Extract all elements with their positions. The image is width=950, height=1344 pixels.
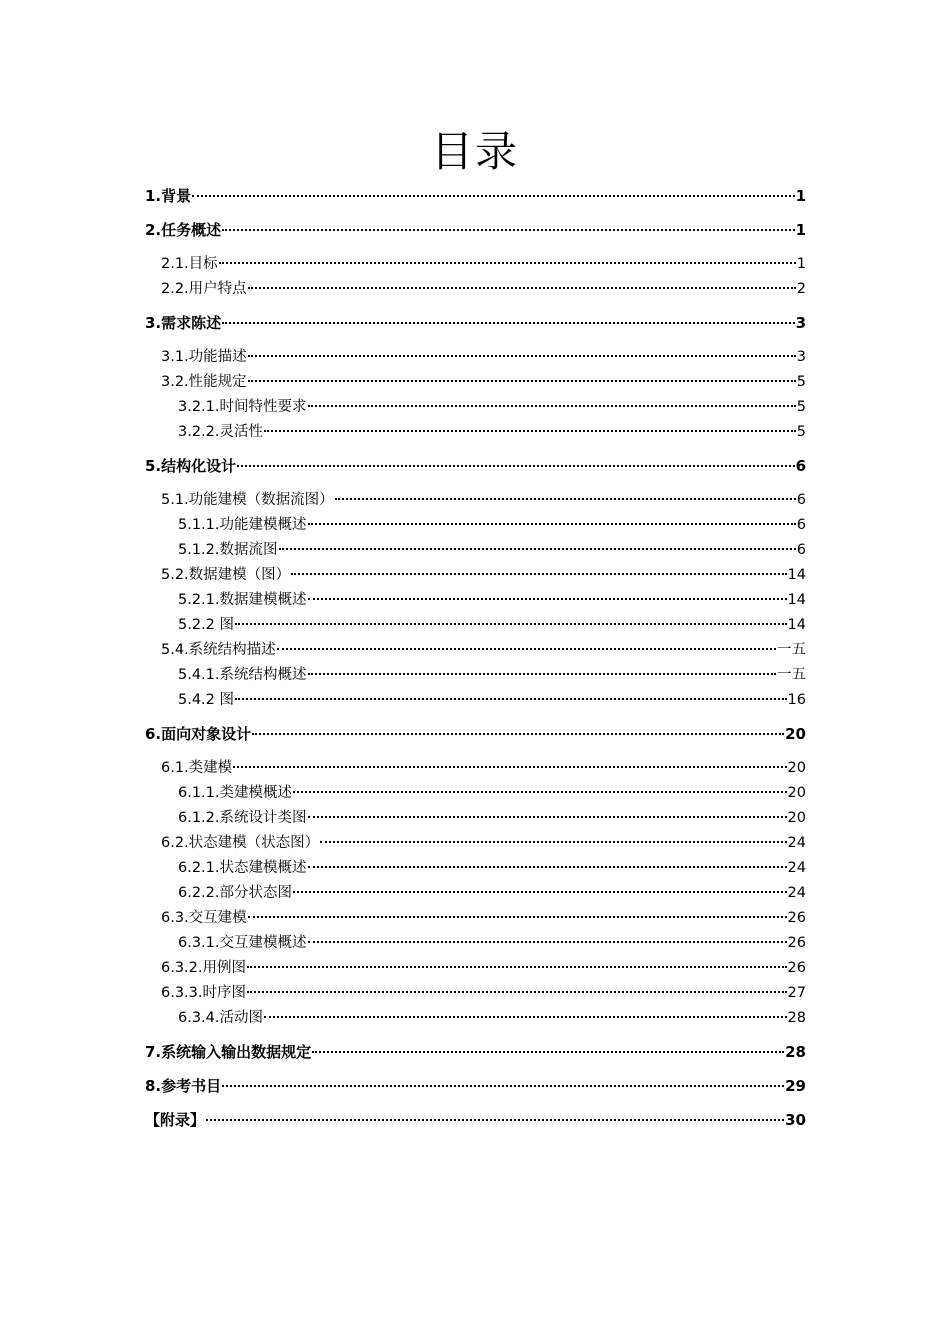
- toc-entry[interactable]: [145, 370, 806, 395]
- toc-entry[interactable]: [145, 688, 806, 713]
- toc-page-number: 24: [787, 885, 806, 901]
- toc-entry-label: 6.3.4.活动图: [178, 1010, 264, 1026]
- toc-entry-label: 2.1.目标: [161, 256, 218, 272]
- toc-page-number: 2: [796, 281, 806, 297]
- toc-entry-label: 6.2.2.部分状态图: [178, 885, 293, 901]
- dot-leader: [291, 573, 786, 575]
- toc-page-number: 27: [787, 985, 806, 1001]
- toc-entry[interactable]: [145, 756, 806, 781]
- dot-leader: [206, 1119, 784, 1121]
- dot-leader: [248, 916, 787, 918]
- toc-entry[interactable]: [145, 252, 806, 277]
- toc-entry[interactable]: [145, 856, 806, 881]
- toc-entry[interactable]: [145, 454, 806, 479]
- toc-entry-label: 5.4.2 图: [178, 692, 235, 708]
- toc-page-number: 3: [796, 349, 806, 365]
- toc-page-number: 1: [795, 221, 806, 239]
- dot-leader: [248, 355, 796, 357]
- toc-entry-label: 【附录】: [145, 1111, 206, 1129]
- toc-entry[interactable]: [145, 1040, 806, 1065]
- toc-entry-label: 6.1.1.类建模概述: [178, 785, 293, 801]
- toc-entry-label: 6.3.2.用例图: [161, 960, 247, 976]
- toc-entry[interactable]: [145, 311, 806, 336]
- toc-entry[interactable]: [145, 218, 806, 243]
- dot-leader: [222, 322, 794, 324]
- toc-entry-label: 5.结构化设计: [145, 457, 237, 475]
- toc-entry-label: 3.2.2.灵活性: [178, 424, 264, 440]
- dot-leader: [252, 733, 784, 735]
- toc-entry[interactable]: [145, 488, 806, 513]
- toc-entry[interactable]: [145, 563, 806, 588]
- toc-entry-label: 3.2.性能规定: [161, 374, 247, 390]
- toc-entry-label: 6.3.交互建模: [161, 910, 247, 926]
- toc-entry[interactable]: [145, 345, 806, 370]
- toc-page-number: 1: [795, 187, 806, 205]
- dot-leader: [247, 991, 787, 993]
- toc-entry[interactable]: [145, 981, 806, 1006]
- toc-page-number: 6: [796, 492, 806, 508]
- toc-entry[interactable]: [145, 1074, 806, 1099]
- toc-entry[interactable]: [145, 806, 806, 831]
- toc-entry-label: 5.1.2.数据流图: [178, 542, 278, 558]
- toc-entry[interactable]: [145, 931, 806, 956]
- toc-entry[interactable]: [145, 663, 806, 688]
- toc-page-number: 14: [787, 617, 806, 633]
- toc-entry-label: 1.背景: [145, 187, 192, 205]
- toc-entry-label: 5.2.2 图: [178, 617, 235, 633]
- dot-leader: [308, 866, 787, 868]
- toc-page-number: 26: [787, 910, 806, 926]
- dot-leader: [248, 380, 796, 382]
- toc-entry-label: 6.2.状态建模（状态图）: [161, 835, 320, 851]
- toc-entry-label: 8.参考书目: [145, 1077, 222, 1095]
- toc-entry[interactable]: [145, 588, 806, 613]
- toc-entry-label: 2.2.用户特点: [161, 281, 247, 297]
- toc-entry-label: 5.1.1.功能建模概述: [178, 517, 307, 533]
- toc-entry[interactable]: [145, 722, 806, 747]
- toc-entry-label: 6.1.2.系统设计类图: [178, 810, 307, 826]
- toc-entry[interactable]: [145, 277, 806, 302]
- dot-leader: [335, 498, 796, 500]
- toc-entry[interactable]: [145, 781, 806, 806]
- toc-page-number: 20: [785, 725, 806, 743]
- dot-leader: [222, 1085, 784, 1087]
- toc-entry[interactable]: [145, 638, 806, 663]
- toc-entry-label: 6.面向对象设计: [145, 725, 252, 743]
- toc-page-number: 20: [787, 760, 806, 776]
- toc-entry-label: 3.1.功能描述: [161, 349, 247, 365]
- toc-page-number: 一五: [777, 642, 806, 658]
- toc-page-number: 5: [796, 424, 806, 440]
- toc-page-number: 28: [785, 1043, 806, 1061]
- toc-entry-label: 5.4.1.系统结构概述: [178, 667, 307, 683]
- dot-leader: [233, 766, 786, 768]
- toc-page-number: 16: [787, 692, 806, 708]
- toc-page-number: 一五: [777, 667, 806, 683]
- dot-leader: [264, 1016, 787, 1018]
- toc-entry[interactable]: [145, 1108, 806, 1133]
- toc-entry-label: 6.1.类建模: [161, 760, 233, 776]
- dot-leader: [308, 405, 796, 407]
- toc-page-number: 20: [787, 810, 806, 826]
- dot-leader: [308, 598, 787, 600]
- dot-leader: [308, 673, 776, 675]
- toc-entry-label: 5.1.功能建模（数据流图）: [161, 492, 334, 508]
- page-title: 目录: [430, 127, 519, 176]
- toc-page-number: 26: [787, 960, 806, 976]
- toc-page-number: 30: [785, 1111, 806, 1129]
- toc-page-number: 28: [787, 1010, 806, 1026]
- toc-page-number: 26: [787, 935, 806, 951]
- dot-leader: [248, 287, 796, 289]
- dot-leader: [308, 816, 787, 818]
- table-of-contents: [145, 184, 806, 1142]
- toc-page-number: 29: [785, 1077, 806, 1095]
- dot-leader: [222, 229, 794, 231]
- toc-entry-label: 2.任务概述: [145, 221, 222, 239]
- toc-entry-label: 5.2.1.数据建模概述: [178, 592, 307, 608]
- toc-page-number: 1: [796, 256, 806, 272]
- toc-page-number: 6: [796, 542, 806, 558]
- dot-leader: [312, 1051, 784, 1053]
- toc-entry[interactable]: [145, 395, 806, 420]
- toc-entry-label: 7.系统输入输出数据规定: [145, 1043, 312, 1061]
- toc-page-number: 20: [787, 785, 806, 801]
- toc-entry[interactable]: [145, 956, 806, 981]
- dot-leader: [219, 262, 796, 264]
- dot-leader: [235, 623, 787, 625]
- dot-leader: [293, 791, 787, 793]
- dot-leader: [308, 941, 787, 943]
- toc-page-number: 3: [795, 314, 806, 332]
- toc-entry[interactable]: [145, 538, 806, 563]
- dot-leader: [247, 966, 787, 968]
- toc-page-number: 5: [796, 374, 806, 390]
- toc-entry-label: 6.3.1.交互建模概述: [178, 935, 307, 951]
- dot-leader: [192, 195, 794, 197]
- dot-leader: [264, 430, 796, 432]
- dot-leader: [293, 891, 787, 893]
- toc-entry-label: 3.需求陈述: [145, 314, 222, 332]
- toc-page-number: 14: [787, 567, 806, 583]
- toc-entry[interactable]: [145, 906, 806, 931]
- toc-entry[interactable]: [145, 881, 806, 906]
- toc-entry-label: 6.3.3.时序图: [161, 985, 247, 1001]
- toc-page-number: 6: [796, 517, 806, 533]
- toc-page-number: 5: [796, 399, 806, 415]
- toc-page-number: 6: [795, 457, 806, 475]
- toc-page-number: 14: [787, 592, 806, 608]
- toc-entry-label: 3.2.1.时间特性要求: [178, 399, 307, 415]
- toc-page-number: 24: [787, 835, 806, 851]
- toc-entry[interactable]: [145, 420, 806, 445]
- dot-leader: [237, 465, 794, 467]
- dot-leader: [277, 648, 776, 650]
- dot-leader: [308, 523, 796, 525]
- toc-entry-label: 6.2.1.状态建模概述: [178, 860, 307, 876]
- dot-leader: [235, 698, 787, 700]
- toc-entry[interactable]: [145, 184, 806, 209]
- toc-entry[interactable]: [145, 613, 806, 638]
- dot-leader: [279, 548, 796, 550]
- toc-entry-label: 5.2.数据建模（图）: [161, 567, 291, 583]
- toc-page-number: 24: [787, 860, 806, 876]
- toc-entry-label: 5.4.系统结构描述: [161, 642, 276, 658]
- toc-entry[interactable]: [145, 831, 806, 856]
- dot-leader: [320, 841, 786, 843]
- toc-entry[interactable]: [145, 513, 806, 538]
- toc-entry[interactable]: [145, 1006, 806, 1031]
